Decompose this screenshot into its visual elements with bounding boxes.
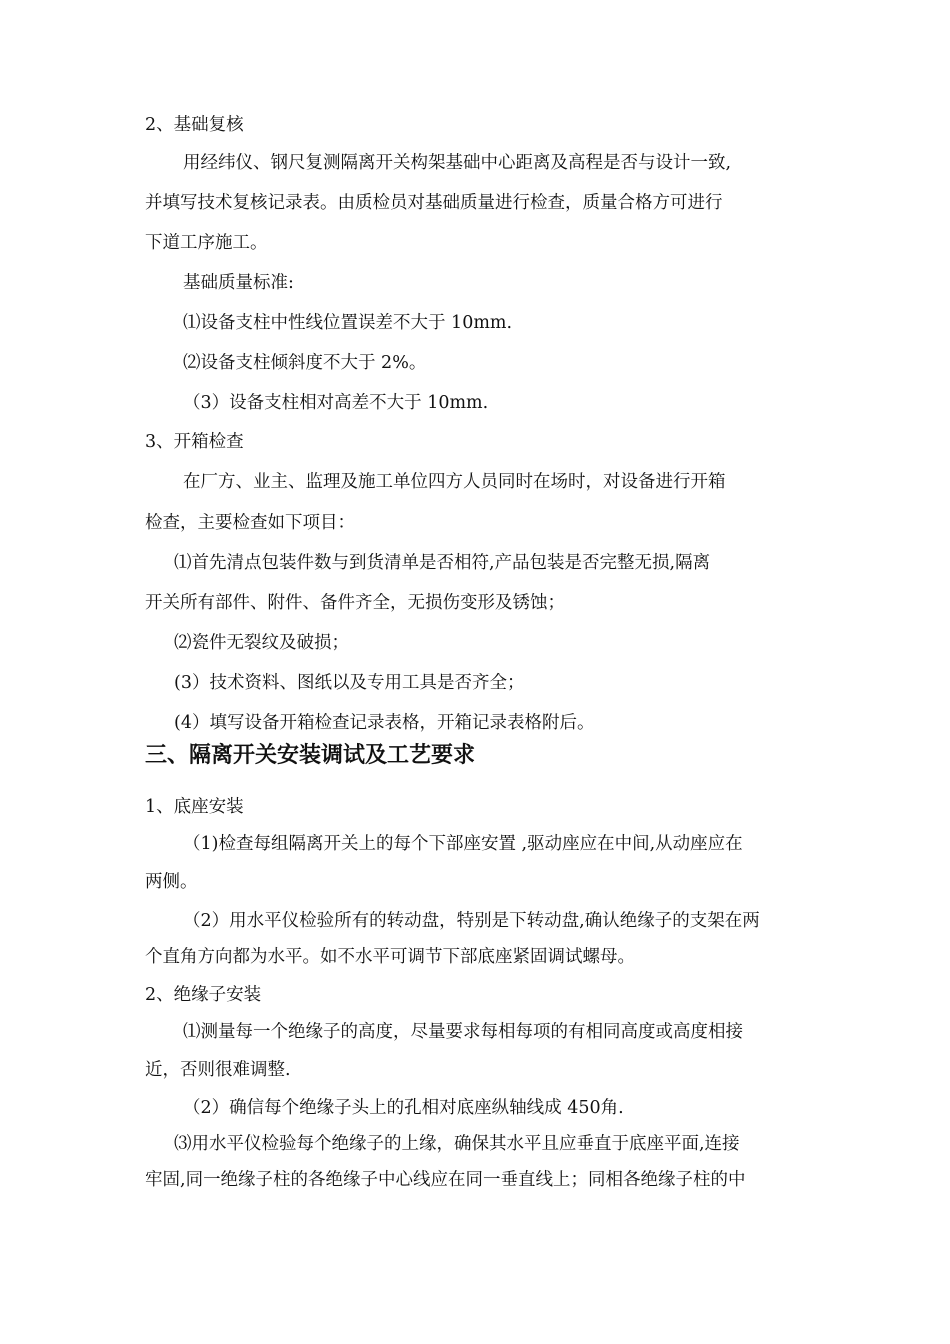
- paragraph-line: 两侧。: [145, 872, 198, 892]
- standard-item: ⑴设备支柱中性线位置误差不大于 10mm.: [183, 313, 513, 333]
- paragraph-line: 在厂方、业主、监理及施工单位四方人员同时在场时，对设备进行开箱: [183, 472, 726, 492]
- list-item: (3）技术资料、图纸以及专用工具是否齐全；: [174, 673, 525, 693]
- paragraph-line: 检查，主要检查如下项目：: [145, 513, 355, 533]
- list-item-continuation: 开关所有部件、附件、备件齐全，无损伤变形及锈蚀；: [145, 593, 565, 613]
- list-item: (4）填写设备开箱检查记录表格，开箱记录表格附后。: [174, 713, 595, 733]
- paragraph-line: 用经纬仪、钢尺复测隔离开关构架基础中心距离及高程是否与设计一致,: [183, 153, 732, 173]
- section-title-base-install: 1、底座安装: [145, 797, 244, 817]
- chapter-heading: 三、隔离开关安装调试及工艺要求: [145, 743, 476, 768]
- section-title-insulator-install: 2、绝缘子安装: [145, 985, 262, 1005]
- paragraph-line: 近，否则很难调整.: [145, 1060, 291, 1080]
- section-title-foundation-check: 2、基础复核: [145, 115, 244, 135]
- section-title-unpacking: 3、开箱检查: [145, 432, 244, 452]
- standard-title: 基础质量标准:: [183, 273, 294, 293]
- paragraph-line: 牢固,同一绝缘子柱的各绝缘子中心线应在同一垂直线上；同相各绝缘子柱的中: [145, 1170, 746, 1190]
- paragraph-line: （2）确信每个绝缘子头上的孔相对底座纵轴线成 450角.: [183, 1098, 624, 1118]
- list-item: ⑵瓷件无裂纹及破损；: [174, 633, 349, 653]
- paragraph-line: （2）用水平仪检验所有的转动盘，特别是下转动盘,确认绝缘子的支架在两: [183, 911, 760, 931]
- paragraph-line: （1)检查每组隔离开关上的每个下部座安置 ,驱动座应在中间,从动座应在: [183, 834, 743, 854]
- paragraph-line: 并填写技术复核记录表。由质检员对基础质量进行检查，质量合格方可进行: [145, 193, 723, 213]
- paragraph-line: 个直角方向都为水平。如不水平可调节下部底座紧固调试螺母。: [145, 947, 635, 967]
- standard-item: （3）设备支柱相对高差不大于 10mm.: [183, 393, 489, 413]
- paragraph-line: ⑶用水平仪检验每个绝缘子的上缘，确保其水平且应垂直于底座平面,连接: [174, 1134, 740, 1154]
- standard-item: ⑵设备支柱倾斜度不大于 2%。: [183, 353, 427, 373]
- list-item: ⑴首先清点包装件数与到货清单是否相符,产品包装是否完整无损,隔离: [174, 553, 711, 573]
- paragraph-line: ⑴测量每一个绝缘子的高度，尽量要求每相每项的有相同高度或高度相接: [183, 1022, 743, 1042]
- paragraph-line: 下道工序施工。: [145, 233, 268, 253]
